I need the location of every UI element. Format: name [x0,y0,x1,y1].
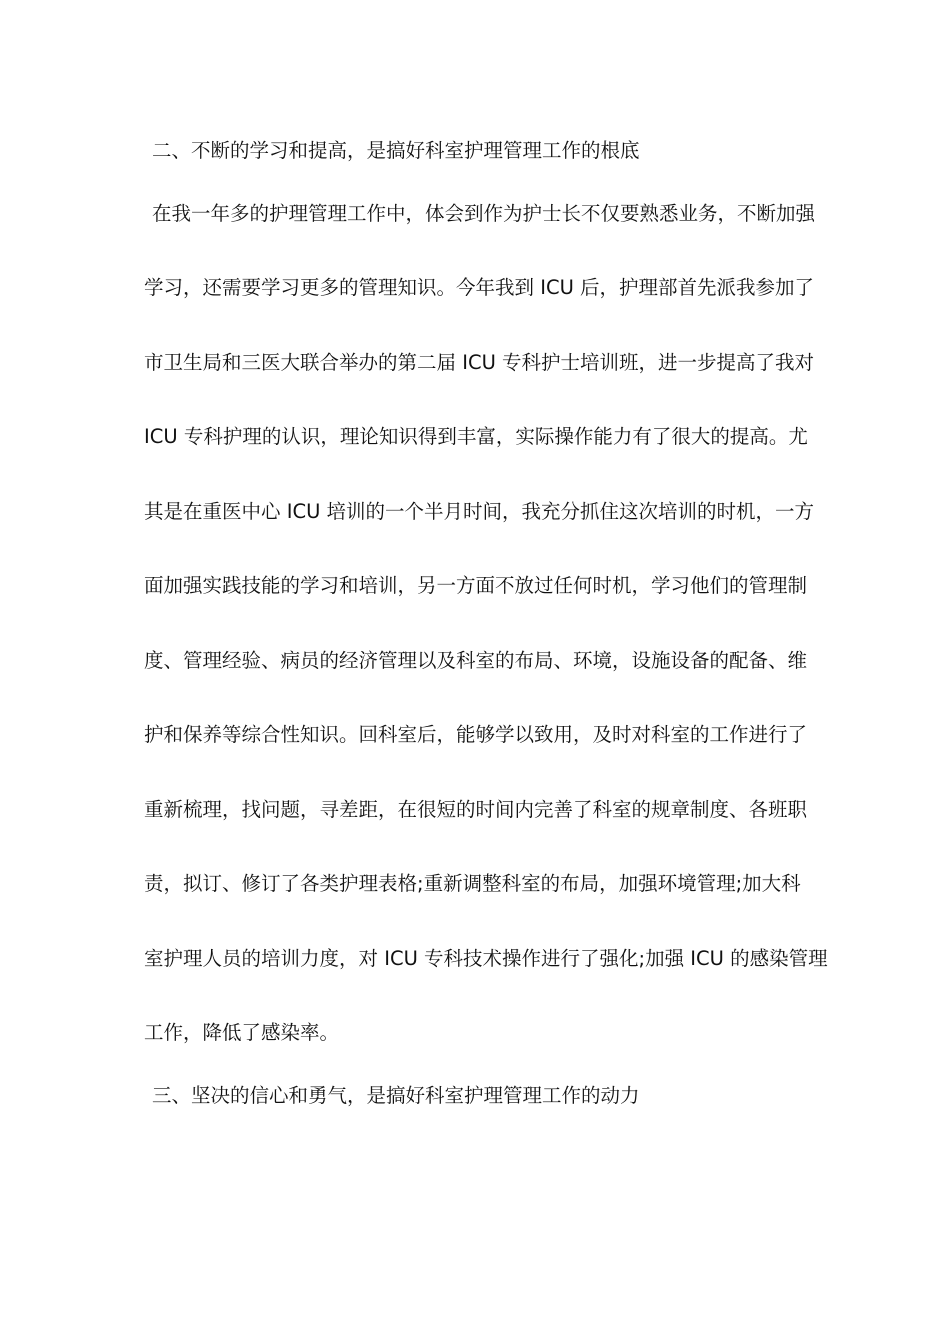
paragraph-line: 护和保养等综合性知识。回科室后，能够学以致用，及时对科室的工作进行了 [144,723,808,746]
section-heading-3: 三、坚决的信心和勇气，是搞好科室护理管理工作的动力 [152,1084,640,1107]
paragraph-line: ICU 专科护理的认识，理论知识得到丰富，实际操作能力有了很大的提高。尤 [144,425,808,448]
paragraph-line: 其是在重医中心 ICU 培训的一个半月时间，我充分抓住这次培训的时机，一方 [144,500,815,523]
paragraph-line: 在我一年多的护理管理工作中，体会到作为护士长不仅要熟悉业务，不断加强 [152,202,816,225]
paragraph-line: 责，拟订、修订了各类护理表格;重新调整科室的布局，加强环境管理;加大科 [144,872,801,895]
paragraph-line: 度、管理经验、病员的经济管理以及科室的布局、环境，设施设备的配备、维 [144,649,808,672]
paragraph-line: 市卫生局和三医大联合举办的第二届 ICU 专科护士培训班，进一步提高了我对 [144,351,815,374]
paragraph-line: 学习，还需要学习更多的管理知识。今年我到 ICU 后，护理部首先派我参加了 [144,276,815,299]
paragraph-line: 室护理人员的培训力度，对 ICU 专科技术操作进行了强化;加强 ICU 的感染管理 [144,947,828,970]
section-heading-2: 二、不断的学习和提高，是搞好科室护理管理工作的根底 [152,139,640,162]
paragraph-line: 面加强实践技能的学习和培训，另一方面不放过任何时机，学习他们的管理制 [144,574,808,597]
paragraph-line: 重新梳理，找问题，寻差距，在很短的时间内完善了科室的规章制度、各班职 [144,798,808,821]
paragraph-line: 工作，降低了感染率。 [144,1021,340,1044]
